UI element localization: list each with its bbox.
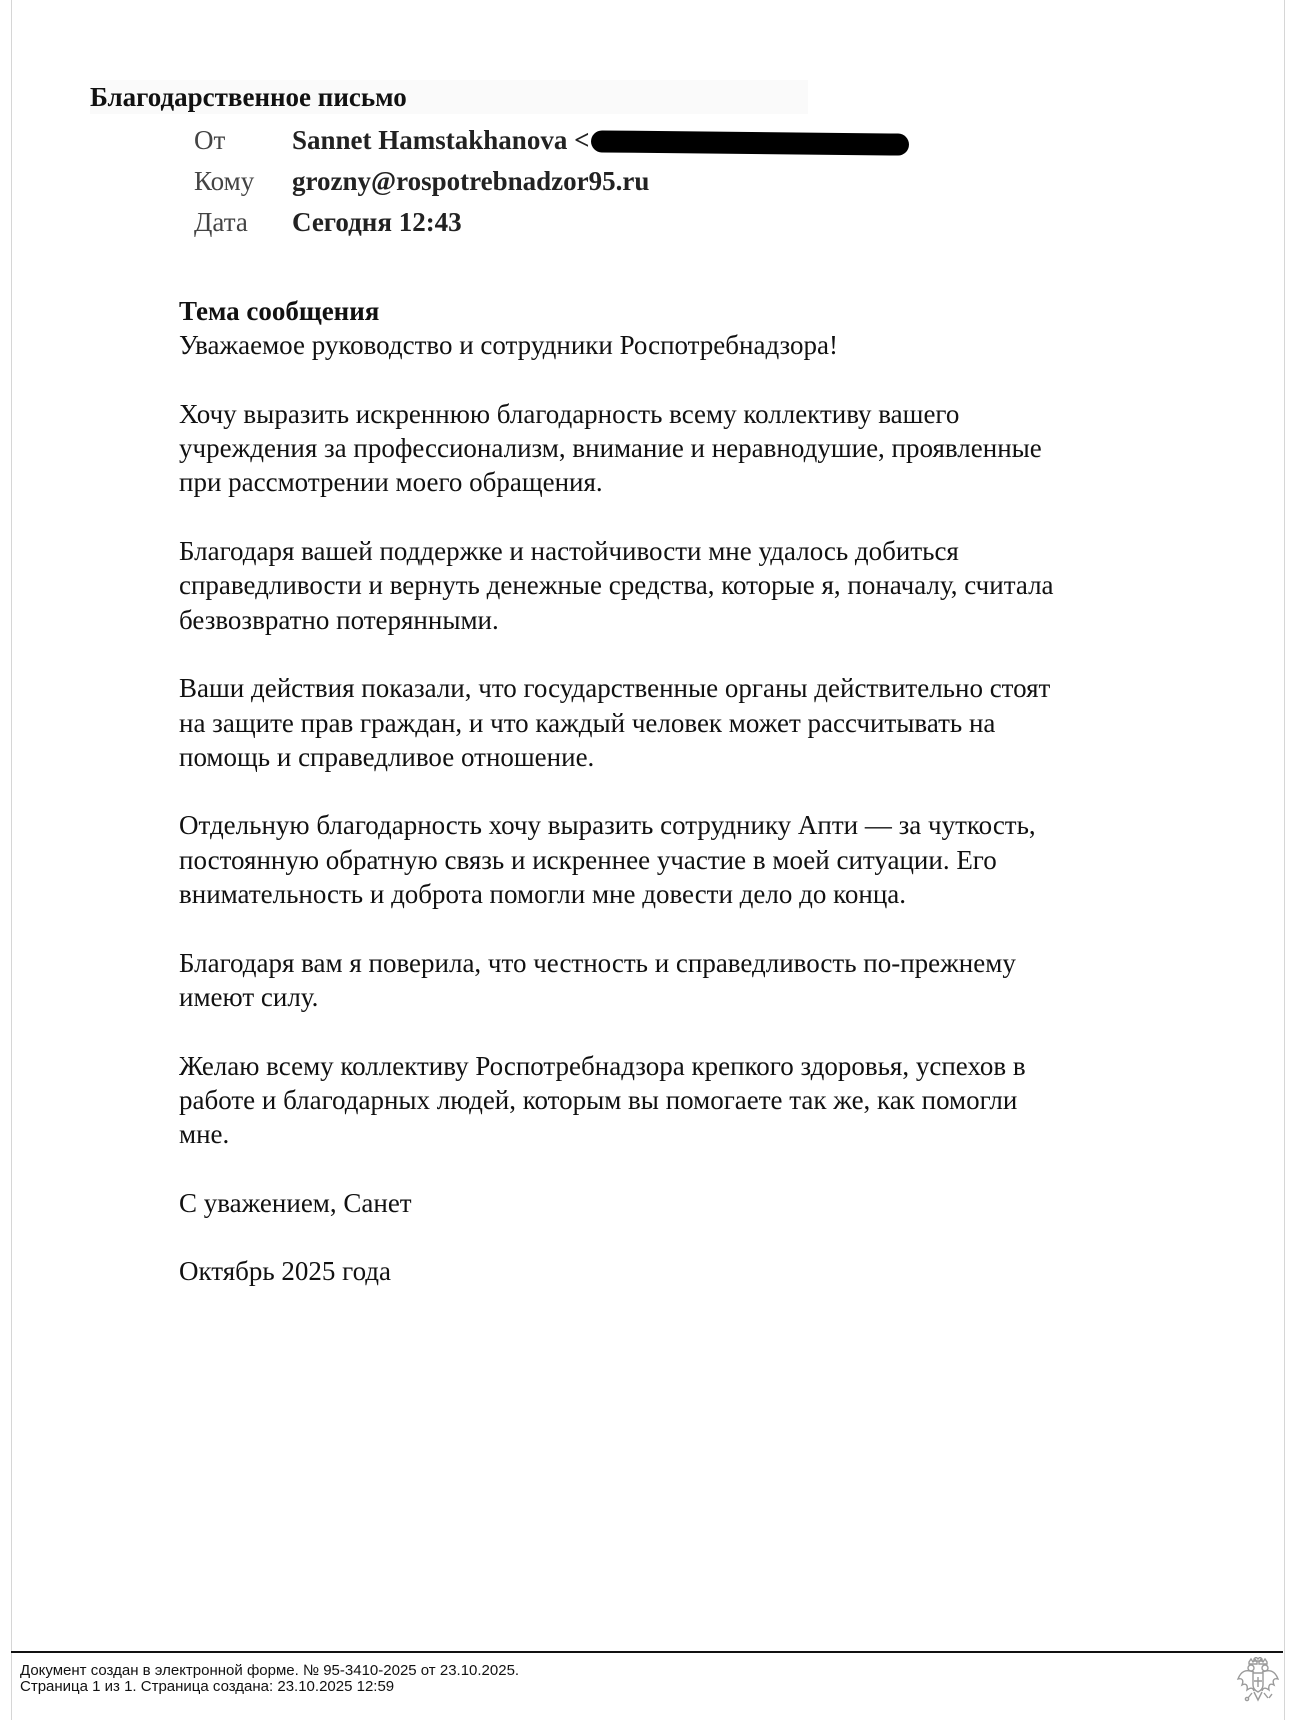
signature: С уважением, Санет bbox=[179, 1187, 412, 1218]
paragraph-actions: Ваши действия показали, что государственные органы действительно стоят на защите прав граждан, и что каждый человек может рассчитывать на помощь и справедливое отношение. bbox=[179, 673, 1051, 772]
footer-line-2: Страница 1 из 1. Страница создана: 23.10.2025 12:59 bbox=[20, 1678, 395, 1695]
paragraph-belief: Благодаря вам я поверила, что честность и справедливость по-прежнему имеют силу. bbox=[179, 947, 1016, 1012]
paragraph-employee: Отдельную благодарность хочу выразить сотруднику Апти — за чуткость, постоянную обратную связь и искреннее участие в моей ситуации. Его внимательность и доброта помогли мне довести дело до конца. bbox=[179, 810, 1036, 910]
footer-line-1: Документ создан в электронной форме. № 95-3410-2025 от 23.10.2025. bbox=[20, 1662, 520, 1679]
message-body bbox=[179, 294, 1179, 1323]
email-headers bbox=[194, 120, 909, 243]
to-row bbox=[194, 161, 909, 202]
paragraph-support: Благодаря вашей поддержке и настойчивости мне удалось добиться справедливости и вернуть денежные средства, которые я, поначалу, считала безвозвратно потерянными. bbox=[179, 536, 1054, 635]
footer-text bbox=[20, 1663, 519, 1695]
letter-title: Благодарственное письмо bbox=[90, 80, 808, 114]
to-value: grozny@rospotrebnadzor95.ru bbox=[292, 166, 650, 196]
to-label: Кому bbox=[194, 166, 255, 196]
date-value: Сегодня 12:43 bbox=[292, 207, 462, 237]
date-row bbox=[194, 202, 909, 243]
date-label: Дата bbox=[194, 207, 248, 237]
sender-name: Sannet Hamstakhanova < bbox=[292, 125, 590, 155]
paragraph-wishes: Желаю всему коллективу Роспотребнадзора крепкого здоровья, успехов в работе и благодарных людей, которым вы помогаете так же, как помогли мне. bbox=[179, 1050, 1026, 1150]
eagle-emblem-icon bbox=[1236, 1657, 1280, 1705]
paragraph-gratitude: Хочу выразить искреннюю благодарность всему коллективу вашего учреждения за профессионализм, внимание и неравнодушие, проявленные при рассмотрении моего обращения. bbox=[179, 398, 1042, 498]
subject-heading: Тема сообщения bbox=[179, 296, 380, 326]
letter-date: Октябрь 2025 года bbox=[179, 1256, 392, 1287]
redacted-email bbox=[591, 130, 909, 155]
from-value bbox=[292, 125, 909, 156]
greeting: Уважаемое руководство и сотрудники Роспотребнадзора! bbox=[179, 330, 839, 361]
from-row bbox=[194, 120, 909, 161]
from-label: От bbox=[194, 125, 226, 155]
document-footer bbox=[11, 1651, 1283, 1713]
